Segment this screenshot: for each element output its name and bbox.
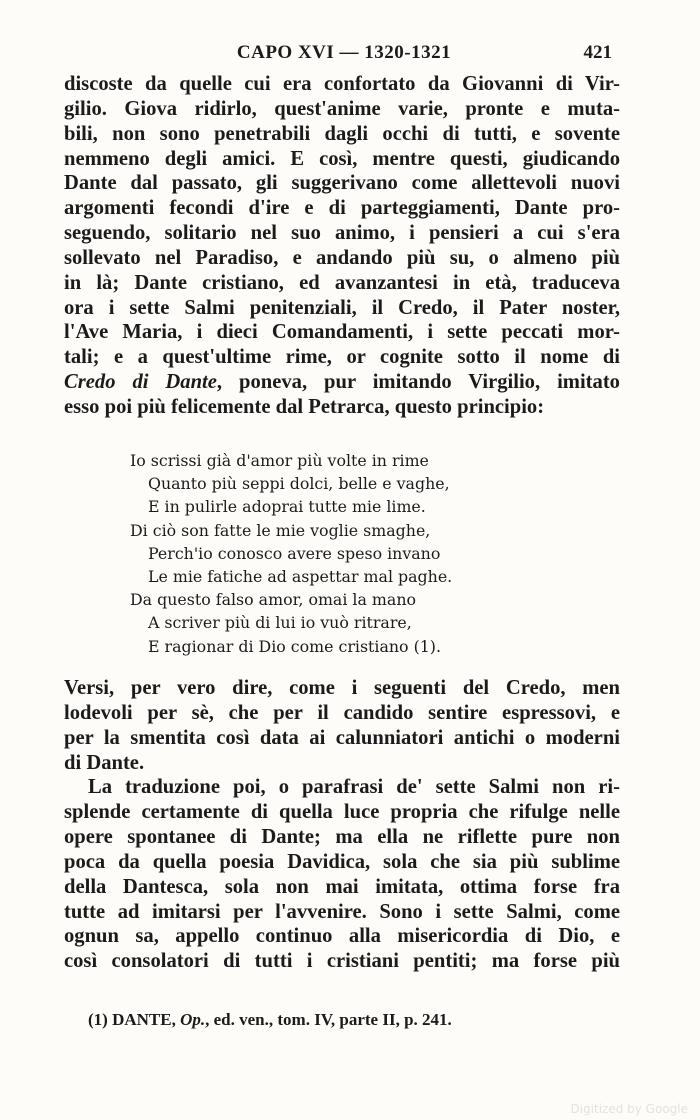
verse-line: Da questo falso amor, omai la mano: [130, 590, 417, 610]
text-line: discoste da quelle cui era confortato da Giovanni di Vir-: [64, 73, 620, 95]
text-line: ognun sa, appello continuo alla misericordia di Dio, e: [64, 925, 620, 948]
footnote-work: Op.: [180, 1010, 206, 1029]
verse-line: Io scrissi già d'amor più volte in rime: [130, 451, 429, 470]
text-line: Versi, per vero dire, come i seguenti del Credo, men: [64, 677, 620, 699]
page-header: [70, 42, 618, 70]
text-line: nemmeno degli amici. E così, mentre questi, giudicando: [64, 147, 620, 170]
text-line: La traduzione poi, o parafrasi de' sette Salmi non ri-: [88, 776, 620, 799]
text-line: per la smentita così data ai calunniatori antichi o moderni: [64, 726, 620, 749]
verse-line: Le mie fatiche ad aspettar mal paghe.: [148, 567, 453, 587]
text-line: bili, non sono penetrabili dagli occhi di tutti, e sovente: [64, 122, 620, 145]
footnote: [88, 1010, 608, 1030]
text-line: di Dante.: [64, 751, 145, 774]
text-line: [64, 370, 620, 395]
text-line: esso poi più felicemente dal Petrarca, questo principio:: [64, 395, 545, 418]
text-line: ora i sette Salmi penitenziali, il Credo, il Pater noster,: [64, 296, 620, 319]
text-line: tutte ad imitarsi per l'avvenire. Sono i sette Salmi, come: [64, 900, 620, 923]
text-line: gilio. Giova ridirlo, quest'anime varie, pronte e muta-: [64, 97, 620, 120]
verse-line: Di ciò son fatte le mie voglie smaghe,: [130, 520, 431, 540]
verse-line: A scriver più di lui io vuò ritrare,: [148, 613, 412, 633]
verse-line: Perch'io conosco avere speso invano: [148, 543, 441, 563]
text-line: sollevato nel Paradiso, e andando più su, o almeno più: [64, 246, 620, 269]
watermark: Digitized by Google: [570, 1102, 688, 1116]
text-line: opere spontanee di Dante; ma ella ne riflette pure non: [64, 826, 620, 849]
footnote-reference: , ed. ven., tom. IV, parte II, p. 241.: [205, 1010, 452, 1029]
text-line: Dante dal passato, gli suggerivano come allettevoli nuovi: [64, 172, 620, 195]
running-head: CAPO XVI — 1320-1321: [236, 42, 452, 63]
text-line: della Dantesca, sola non mai imitata, ottima forse fra: [64, 875, 620, 898]
text-line: poca da quella poesia Davidica, sola che sia più sublime: [64, 850, 620, 873]
text-line: in là; Dante cristiano, ed avanzantesi in età, traduceva: [64, 271, 620, 294]
text-line: così consolatori di tutti i cristiani pentiti; ma forse più: [64, 950, 620, 973]
work-title: Credo di Dante: [64, 371, 217, 394]
text-run: , poneva, pur imitando Virgilio, imitato: [216, 371, 620, 394]
text-line: argomenti fecondi d'ire e di parteggiamenti, Dante pro-: [64, 197, 620, 220]
text-line: lodevoli per sè, che per il candido sentire espressovi, e: [64, 701, 620, 724]
footnote-marker: (1) DANTE,: [88, 1010, 181, 1029]
verse-quotation: [130, 449, 540, 658]
paragraph-2-3: [64, 676, 620, 974]
text-line: seguendo, solitario nel suo animo, i pensieri a cui s'era: [64, 222, 620, 245]
verse-line: Quanto più seppi dolci, belle e vaghe,: [148, 474, 450, 494]
text-line: splende certamente di quella luce propria che rifulge nelle: [64, 801, 620, 824]
page-number: 421: [583, 42, 612, 63]
paragraph-1: [64, 72, 620, 420]
verse-line: E in pulirle adoprai tutte mie lime.: [148, 497, 426, 517]
text-line: tali; e a quest'ultime rime, or cognite sotto il nome di: [64, 346, 620, 369]
verse-line: E ragionar di Dio come cristiano (1).: [148, 636, 441, 656]
text-line: l'Ave Maria, i dieci Comandamenti, i sette peccati mor-: [64, 321, 620, 344]
